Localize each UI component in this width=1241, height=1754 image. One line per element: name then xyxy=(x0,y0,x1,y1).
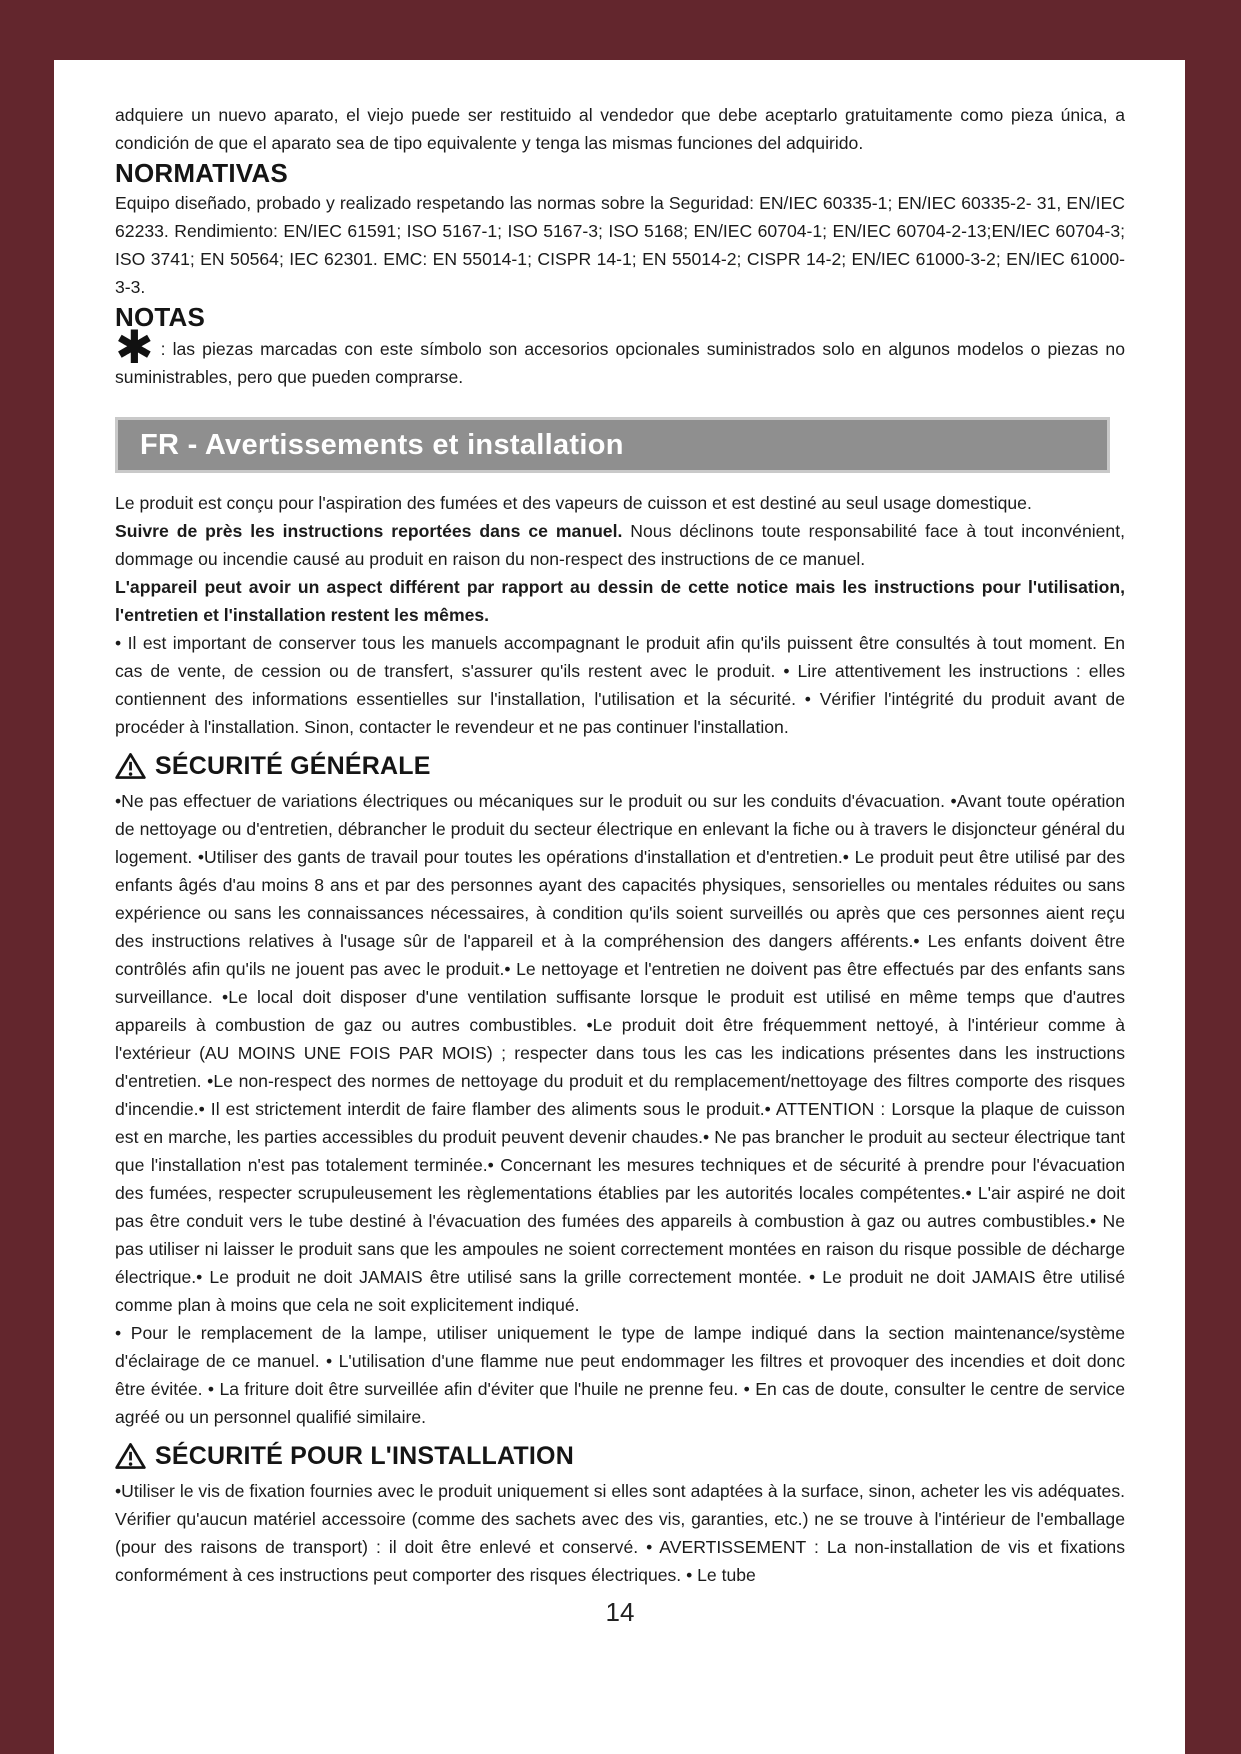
warning-triangle-icon xyxy=(115,1442,146,1470)
notas-paragraph xyxy=(115,321,1125,391)
securite-generale-heading: SÉCURITÉ GÉNÉRALE xyxy=(155,752,431,780)
fr-intro-after-bold1: Nous déclinons toute responsabilité face à tout inconvénient, dommage ou incendie causé au produit en raison du non-respect des instructions de ce manuel. xyxy=(115,521,1125,569)
fr-section-banner xyxy=(115,417,1110,473)
page-border-top xyxy=(0,0,1241,60)
fr-intro-appearance-note xyxy=(115,573,1125,629)
fr-banner-title: FR - Avertissements et installation xyxy=(140,428,624,461)
securite-installation-heading-row xyxy=(115,1440,1125,1472)
page-content xyxy=(115,101,1125,1628)
asterisk-icon: ✱ xyxy=(115,321,154,373)
warning-triangle-icon xyxy=(115,752,146,780)
fr-intro-bullets: • Il est important de conserver tous les manuels accompagnant le produit afin qu'ils puissent être consultés à tout moment. En cas de vente, de cession ou de transfert, s'assurer qu'ils restent avec le produit. • Lire attentivement les instructions : elles contiennent des informations essentielles sur l'installation, l'utilisation et la sécurité. • Vérifier l'intégrité du produit avant de procéder à l'installation. Sinon, contacter le revendeur et ne pas continuer l'installation. xyxy=(115,633,1125,737)
securite-installation-paragraph: •Utiliser le vis de fixation fournies avec le produit uniquement si elles sont adaptées à la surface, sinon, acheter les vis adéquates. Vérifier qu'aucun matériel accessoire (comme des sachets avec des vis, garanties, etc.) ne se trouve à l'intérieur de l'emballage (pour des raisons de transport) : il doit être enlevé et conservé. • AVERTISSEMENT : La non-installation de vis et fixations conformément à ces instructions peut comporter des risques électriques. • Le tube xyxy=(115,1481,1125,1585)
page-border-left xyxy=(0,0,54,1754)
securite-installation-heading: SÉCURITÉ POUR L'INSTALLATION xyxy=(155,1442,574,1470)
normativas-paragraph: Equipo diseñado, probado y realizado respetando las normas sobre la Seguridad: EN/IEC 60335-1; EN/IEC 60335-2- 31, EN/IEC 62233. Rendimiento: EN/IEC 61591; ISO 5167-1; ISO 5167-3; ISO 5168; EN/IEC 60704-1; EN/IEC 60704-2-13;EN/IEC 60704-3; ISO 3741; EN 50564; IEC 62301. EMC: EN 55014-1; CISPR 14-1; EN 55014-2; CISPR 14-2; EN/IEC 61000-3-2; EN/IEC 61000-3-3. xyxy=(115,193,1125,297)
page-number: 14 xyxy=(605,1597,635,1627)
es-tail-paragraph: adquiere un nuevo aparato, el viejo puede ser restituido al vendedor que debe aceptarlo gratuitamente como pieza única, a condición de que el aparato sea de tipo equivalente y tenga las mismas funciones del adquirido. xyxy=(115,105,1125,153)
notas-text: : las piezas marcadas con este símbolo son accesorios opcionales suministrados solo en algunos modelos o piezas no suministrables, pero que pueden comprarse. xyxy=(115,339,1125,387)
normativas-heading: NORMATIVAS xyxy=(115,158,288,188)
page-border-right xyxy=(1185,0,1241,1754)
fr-intro-manual-note xyxy=(115,517,1125,573)
securite-generale-heading-row xyxy=(115,750,1125,782)
securite-generale-paragraph-1: •Ne pas effectuer de variations électriques ou mécaniques sur le produit ou sur les conduits d'évacuation. •Avant toute opération de nettoyage ou d'entretien, débrancher le produit du secteur électrique en enlevant la fiche ou à travers le disjoncteur général du logement. •Utiliser des gants de travail pour toutes les opérations d'installation et d'entretien.• Le produit peut être utilisé par des enfants âgés d'au moins 8 ans et par des personnes ayant des capacités physiques, sensorielles ou mentales réduites ou sans expérience ou sans les connaissances nécessaires, à condition qu'ils soient surveillés ou après que ces personnes aient reçu des instructions relatives à l'usage sûr de l'appareil et à la compréhension des dangers afférents.• Les enfants doivent être contrôlés afin qu'ils ne jouent pas avec le produit.• Le nettoyage et l'entretien ne doivent pas être effectués par des enfants sans surveillance. •Le local doit disposer d'une ventilation suffisante lorsque le produit est utilisé en même temps que d'autres appareils à combustion de gaz ou autres combustibles. •Le produit doit être fréquemment nettoyé, à l'intérieur comme à l'extérieur (AU MOINS UNE FOIS PAR MOIS) ; respecter dans tous les cas les indications présentes dans les instructions d'entretien. •Le non-respect des normes de nettoyage du produit et du remplacement/nettoyage des filtres comporte des risques d'incendie.• Il est strictement interdit de faire flamber des aliments sous le produit.• ATTENTION : Lorsque la plaque de cuisson est en marche, les parties accessibles du produit peuvent devenir chaudes.• Ne pas brancher le produit au secteur électrique tant que l'installation n'est pas totalement terminée.• Concernant les mesures techniques et de sécurité à prendre pour l'évacuation des fumées, respecter scrupuleusement les règlementations établies par les autorités locales compétentes.• L'air aspiré ne doit pas être conduit vers le tube destiné à l'évacuation des fumées des appareils à combustion à gaz ou autres combustibles.• Ne pas utiliser ni laisser le produit sans que les ampoules ne soient correctement montées en raison du risque possible de décharge électrique.• Le produit ne doit JAMAIS être utilisé sans la grille correctement montée. • Le produit ne doit JAMAIS être utilisé comme plan à moins que cela ne soit explicitement indiqué. xyxy=(115,791,1125,1315)
securite-generale-paragraph-2: • Pour le remplacement de la lampe, utiliser uniquement le type de lampe indiqué dans la section maintenance/système d'éclairage de ce manuel. • L'utilisation d'une flamme nue peut endommager les filtres et provoquer des incendies et doit donc être évitée. • La friture doit être surveillée afin d'éviter que l'huile ne prenne feu. • En cas de doute, consulter le centre de service agréé ou un personnel qualifié similaire. xyxy=(115,1323,1125,1427)
fr-intro-bold1: Suivre de près les instructions reportées dans ce manuel. xyxy=(115,521,623,541)
fr-intro-bold2: L'appareil peut avoir un aspect différent par rapport au dessin de cette notice mais les instructions pour l'utilisation, l'entretien et l'installation restent les mêmes. xyxy=(115,577,1125,625)
fr-intro-line1: Le produit est conçu pour l'aspiration des fumées et des vapeurs de cuisson et est destiné au seul usage domestique. xyxy=(115,493,1032,513)
notas-heading: NOTAS xyxy=(115,302,206,332)
